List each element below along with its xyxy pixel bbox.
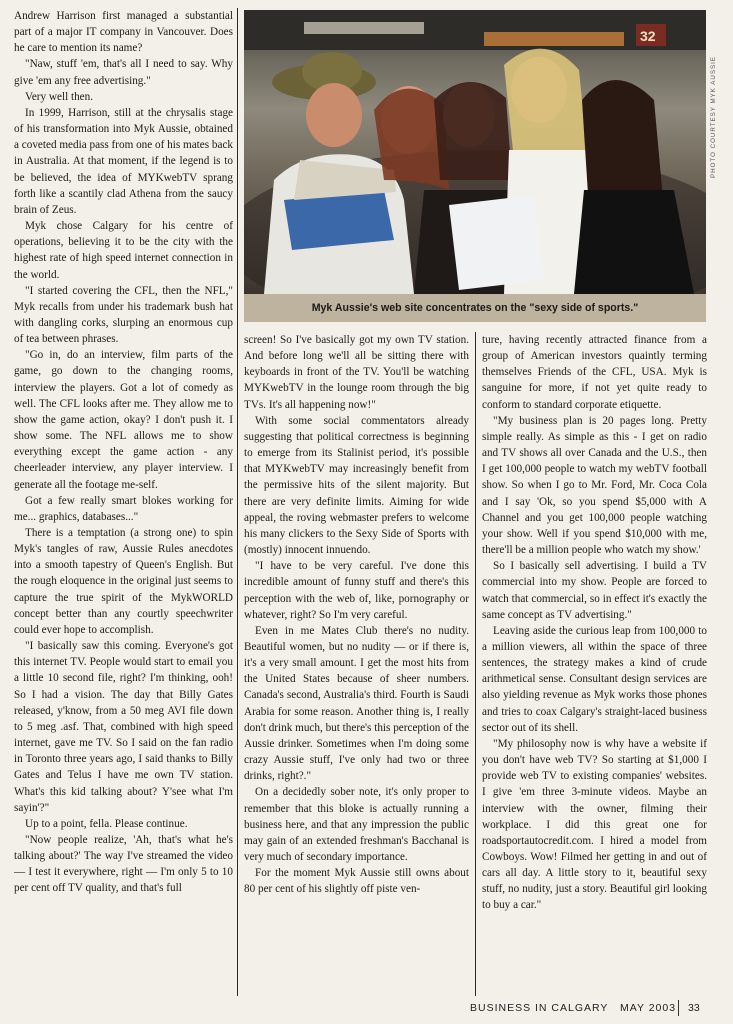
paragraph: Leaving aside the curious leap from 100,000 to a million viewers, all within the space of three sentences, the strategy makes a kind of crude arithmetical sense. Consultant design services are also yielding revenue as Myk works those phones and tries to coax Calgary's straight-laced business sector out of its shell. (482, 624, 707, 734)
article-column-2 (244, 332, 469, 897)
paragraph: For the moment Myk Aussie still owns about 80 per cent of his slightly off piste ven- (244, 867, 469, 896)
article-photo (244, 10, 706, 294)
photo-caption: Myk Aussie's web site concentrates on the "sexy side of sports." (244, 294, 706, 322)
column-divider (237, 8, 238, 996)
paragraph: "Go in, do an interview, film parts of the game, go down to the changing rooms, interview the players. Got a lot of comedy as well. The CFL looks after me. They allow me to show the game action, okay? I don't push it. I show some. The NFL allows me to show everything except the game action - any cheerleader interview, any player interview. I generate all the footage me-self. (14, 349, 233, 491)
page-footer (470, 1002, 676, 1014)
paragraph: screen! So I've basically got my own TV station. And before long we'll all be sitting there with keyboards in front of the TV. You'll be watching MYKwebTV in the lounge room through the big TVs. It's all happening now!" (244, 334, 469, 411)
paragraph: "My philosophy now is why have a website if you don't have web TV? So starting at $1,000 I provide web TV to existing companies' websites. I give 'em three 3-minute videos. Maybe an interview with the owner, filming their workplace. I did this great one for roadsportautocredit.com. I hired a model from Cowboys. Wow! Filmed her getting in and out of cars all day. A little story to it, beautiful sexy stuff, no nudity, just a story. Beautiful girl looking to buy a car." (482, 737, 707, 912)
sign-number: 32 (640, 28, 656, 44)
issue-date: MAY 2003 (620, 1002, 677, 1014)
article-column-3 (482, 332, 707, 914)
paragraph: ture, having recently attracted finance from a group of American investors quaintly terming themselves Friends of the CFL, USA. Myk is sanguine for more, if not yet quite ready to conform to standard corporate etiquette. (482, 334, 707, 411)
paragraph: "Naw, stuff 'em, that's all I need to say. Why give 'em any free advertising." (14, 58, 233, 87)
photo-illustration (244, 10, 706, 294)
paragraph: "Now people realize, 'Ah, that's what he's talking about?' The way I've streamed the video — I test it everywhere, right — I'm only 5 to 10 per cent off TV quality, and that's full (14, 833, 233, 895)
paragraph: There is a temptation (a strong one) to spin Myk's tangles of raw, Aussie Rules anecdotes into a smooth tapestry of Queen's English. But the rough eloquence in the original just seems to capture the true spirit of the MykWORLD concept better than any courtly speechwriter could ever hope to accomplish. (14, 527, 233, 636)
paragraph: "I basically saw this coming. Everyone's got this internet TV. People would start to email you a little 10 second file, right? I'm thinking, ooh! So I had a vision. The day that Billy Gates released, y'know, from a 50 meg AVI file down to 5 meg .asf. That, combined with high speed internet, gave me TV. So I said on the fan radio in Toronto three years ago, I said thanks to Billy Gates and Telus I have me own TV station. What's this kid talking about? Y'see what I'm sayin'?" (14, 640, 233, 814)
paragraph: On a decidedly sober note, it's only proper to remember that this bloke is actually running a business here, and that any impression the public may gain of an extended freshman's Bacchanal is very much of secondary importance. (244, 786, 469, 863)
photo-credit: PHOTO COURTESY MYK AUSSIE (710, 56, 717, 178)
column-divider (475, 332, 476, 996)
paragraph: Even in me Mates Club there's no nudity. Beautiful women, but no nudity — or if there is, it's a very small amount. I get the most hits from the United States because of sheer numbers. Canada's second, Australia's third. Fourth is Saudi Arabia for some reason. Another thing is, I really don't drink much, but there's this perception of the Aussie drinker. Sometimes when I'm doing some crazy Aussie stuff, I've only had two or three drinks, right?." (244, 624, 469, 783)
footer-divider (678, 1000, 679, 1016)
paragraph: Myk chose Calgary for his centre of operations, believing it to be the city with the highest rate of high speed internet connection in the world. (14, 220, 233, 281)
paragraph: Very well then. (25, 90, 94, 103)
page-number: 33 (688, 1002, 700, 1014)
paragraph: With some social commentators already suggesting that political correctness is beginning to emerge from its Stalinist period, it's possible that MYKwebTV may increasingly benefit from the permissive hits of the silent majority. But there are very definite limits. Aiming for wide appeal, the roving webmaster prefers to welcome his many clickers to the Sexy Side of Sports with (mostly) innocent innuendo. (244, 414, 469, 557)
paragraph: Andrew Harrison first managed a substantial part of a major IT company in Vancouver. Does he care to mention its name? (14, 10, 233, 55)
paragraph: In 1999, Harrison, still at the chrysalis stage of his transformation into Myk Aussie, obtained a coveted media pass from one of his mates back in Australia. At that moment, if the legend is to be believed, the idea of MYKwebTV sprang forth like a scantily clad Athena from the saucy brain of Zeus. (14, 106, 234, 216)
paragraph: Got a few really smart blokes working for me... graphics, databases..." (14, 494, 233, 523)
paragraph: Up to a point, fella. Please continue. (25, 817, 188, 830)
publication-name: BUSINESS IN CALGARY (470, 1002, 609, 1014)
paragraph: "I started covering the CFL, then the NFL," Myk recalls from under his trademark bush hat with dangling corks, slurping an enormous cup of tea between phrases. (14, 284, 233, 346)
paragraph: So I basically sell advertising. I build a TV commercial into my show. People are forced to watch that commercial, so in effect it's exactly the same concept as TV advertising." (482, 560, 707, 621)
article-column-1 (14, 8, 233, 897)
paragraph: "I have to be very careful. I've done this incredible amount of funny stuff and there's this perception with the web of, like, pornography or whatever, right? So I'm very careful. (244, 560, 469, 621)
paragraph: "My business plan is 20 pages long. Pretty simple really. As simple as this - I get on radio and TV shows all over Canada and the U.S., then I get 100,000 people to watch my webTV football show. So when I go to Mr. Ford, Mr. Coca Cola and I say 'Ok, so you spend $5,000 with A Channel and you get 100,000 people watching your show. Well if you spend $10,000 with me, there'll be a million people who watch my show.' (482, 414, 707, 557)
